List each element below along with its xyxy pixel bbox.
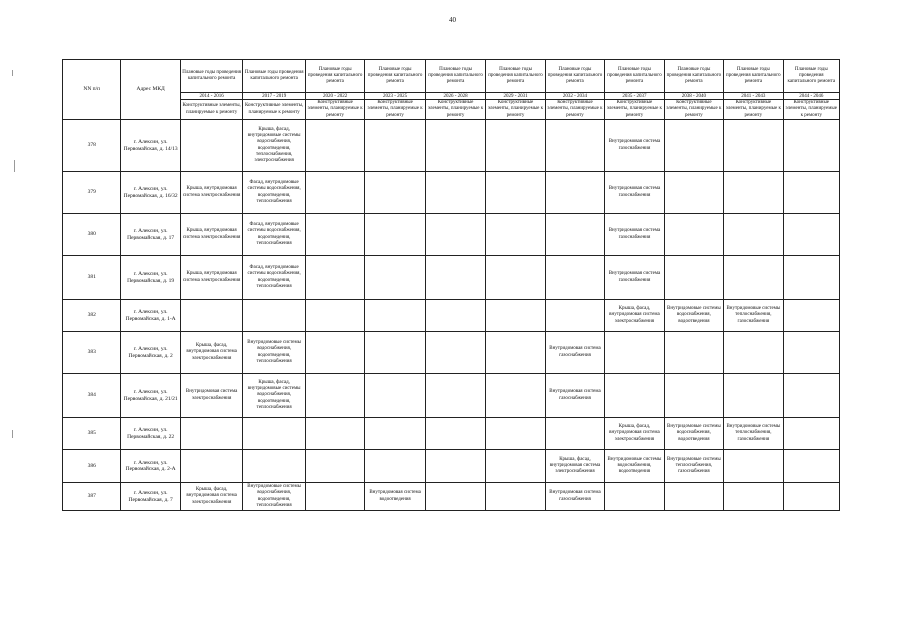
scan-mark (12, 70, 13, 76)
row-number: 378 (63, 120, 121, 172)
row-cell: Внутридомовые системы теплоснабжения, газоснабжения (664, 450, 723, 483)
row-address: г. Алексин, ул. Первомайская, д. 17 (121, 214, 180, 256)
table-row (63, 332, 840, 374)
row-cell: Внутридомовая система электроснабжения (180, 374, 243, 418)
row-cell (783, 256, 839, 300)
row-cell (605, 483, 664, 511)
row-number: 381 (63, 256, 121, 300)
row-cell (724, 214, 783, 256)
row-cell (724, 172, 783, 214)
scan-mark (14, 160, 15, 172)
header-elements: Конструктивные элементы, планируемые к ремонту (724, 100, 783, 120)
row-cell (425, 120, 485, 172)
row-number: 380 (63, 214, 121, 256)
row-cell (486, 483, 545, 511)
table-row (63, 483, 840, 511)
header-elements: Конструктивные элементы, планируемые к ремонту (605, 100, 664, 120)
header-period: 2017 - 2019 (243, 93, 306, 100)
header-elements: Конструктивные элементы, планируемые к ремонту (783, 100, 839, 120)
row-cell (365, 214, 425, 256)
row-cell (425, 483, 485, 511)
row-cell: Фасад, внутридомовые системы водоснабжения, водоотведения, теплоснабжения (243, 256, 306, 300)
header-planned-years: Плановые годы проведения капитального ремонта (180, 60, 243, 93)
row-cell: Крыша, внутридомовая система электроснабжения (180, 172, 243, 214)
row-cell (605, 332, 664, 374)
row-cell (724, 256, 783, 300)
row-cell (783, 374, 839, 418)
row-cell: Внутридомовая система газоснабжения (545, 483, 604, 511)
row-cell (605, 374, 664, 418)
header-period: 2026 - 2028 (425, 93, 485, 100)
row-cell (664, 120, 723, 172)
header-elements: Конструктивные элементы, планируемые к ремонту (486, 100, 545, 120)
row-cell: Внутридомовые системы водоснабжения, водоотведения (664, 300, 723, 332)
row-cell: Крыша, внутридомовая система электроснабжения (180, 214, 243, 256)
row-cell (486, 120, 545, 172)
row-cell: Внутридомовые системы теплоснабжения, газоснабжения (724, 300, 783, 332)
header-planned-years: Плановые годы проведения капитального ремонта (664, 60, 723, 93)
row-cell (243, 450, 306, 483)
row-cell (486, 214, 545, 256)
row-cell: Фасад, внутридомовые системы водоснабжения, водоотведения, теплоснабжения (243, 214, 306, 256)
row-cell (664, 483, 723, 511)
row-cell (365, 450, 425, 483)
header-period: 2038 - 2040 (664, 93, 723, 100)
row-number: 387 (63, 483, 121, 511)
row-cell (305, 300, 364, 332)
scan-mark (12, 430, 13, 438)
row-number: 383 (63, 332, 121, 374)
row-address: г. Алексин, ул. Первомайская, д. 7 (121, 483, 180, 511)
table-row (63, 418, 840, 450)
row-cell: Внутридомовые системы теплоснабжения, газоснабжения (724, 418, 783, 450)
header-planned-years: Плановые годы проведения капитального ремонта (545, 60, 604, 93)
row-address: г. Алексин, ул. Первомайская, д. 21/21 (121, 374, 180, 418)
row-cell (664, 332, 723, 374)
row-cell: Крыша, фасад, внутридомовая система электроснабжения (605, 418, 664, 450)
header-planned-years: Плановые годы проведения капитального ремонта (783, 60, 839, 93)
page-number: 40 (449, 16, 456, 24)
row-number: 382 (63, 300, 121, 332)
row-cell (305, 120, 364, 172)
row-cell (783, 120, 839, 172)
header-planned-years: Плановые годы проведения капитального ремонта (605, 60, 664, 93)
row-cell (425, 214, 485, 256)
row-cell (486, 300, 545, 332)
row-cell: Крыша, внутридомовая система электроснабжения (180, 256, 243, 300)
row-cell: Крыша, фасад, внутридомовая система электроснабжения (605, 300, 664, 332)
row-cell (545, 120, 604, 172)
row-address: г. Алексин, ул. Первомайская, д. 22 (121, 418, 180, 450)
row-cell (365, 332, 425, 374)
row-cell (783, 418, 839, 450)
header-planned-years: Плановые годы проведения капитального ремонта (243, 60, 306, 93)
row-cell: Крыша, фасад, внутридомовая система электроснабжения (180, 332, 243, 374)
row-cell (486, 332, 545, 374)
row-cell: Крыша, фасад, внутридомовая система электроснабжения (545, 450, 604, 483)
row-cell (724, 332, 783, 374)
row-cell (365, 172, 425, 214)
header-period: 2029 - 2031 (486, 93, 545, 100)
row-cell (180, 418, 243, 450)
row-cell (545, 256, 604, 300)
row-cell (365, 300, 425, 332)
row-cell (180, 450, 243, 483)
row-cell (545, 418, 604, 450)
row-cell (783, 172, 839, 214)
row-cell (305, 418, 364, 450)
row-cell (664, 214, 723, 256)
table-row (63, 374, 840, 418)
row-cell (425, 418, 485, 450)
row-cell: Внутридомовая система газоснабжения (605, 214, 664, 256)
table-row (63, 450, 840, 483)
row-cell: Внутридомовая система газоснабжения (605, 172, 664, 214)
row-cell (783, 300, 839, 332)
row-cell (486, 450, 545, 483)
row-cell (305, 332, 364, 374)
row-cell (545, 214, 604, 256)
row-cell (180, 120, 243, 172)
header-elements: Конструктивные элементы, планируемые к ремонту (425, 100, 485, 120)
row-cell (425, 300, 485, 332)
row-cell (486, 172, 545, 214)
row-cell (783, 332, 839, 374)
row-cell: Внутридомовые системы водоснабжения, водоотведения, теплоснабжения (243, 483, 306, 511)
table-row (63, 172, 840, 214)
row-number: 384 (63, 374, 121, 418)
row-cell: Внутридомовые системы водоснабжения, водоотведения (605, 450, 664, 483)
header-planned-years: Плановые годы проведения капитального ремонта (425, 60, 485, 93)
row-cell (365, 374, 425, 418)
row-address: г. Алексин, ул. Первомайская, д. 19 (121, 256, 180, 300)
header-elements: Конструктивные элементы, планируемые к ремонту (545, 100, 604, 120)
row-cell (305, 450, 364, 483)
row-cell (243, 300, 306, 332)
row-cell (243, 418, 306, 450)
header-planned-years: Плановые годы проведения капитального ремонта (486, 60, 545, 93)
header-planned-years: Плановые годы проведения капитального ремонта (365, 60, 425, 93)
header-period: 2020 - 2022 (305, 93, 364, 100)
header-planned-years: Плановые годы проведения капитального ремонта (305, 60, 364, 93)
row-number: 385 (63, 418, 121, 450)
row-cell (365, 120, 425, 172)
row-cell (783, 214, 839, 256)
row-cell: Крыша, фасад, внутридомовые системы водоснабжения, водоотведения, теплоснабжения (243, 374, 306, 418)
row-address: г. Алексин, ул. Первомайская, д. 2-А (121, 450, 180, 483)
row-cell (425, 172, 485, 214)
header-elements: Конструктивные элементы, планируемые к ремонту (664, 100, 723, 120)
row-cell (664, 374, 723, 418)
header-period: 2044 - 2046 (783, 93, 839, 100)
row-cell: Внутридомовая система газоснабжения (545, 374, 604, 418)
row-address: г. Алексин, ул. Первомайская, д. 14/13 (121, 120, 180, 172)
row-cell (486, 256, 545, 300)
row-cell: Крыша, фасад, внутридомовая система электроснабжения (180, 483, 243, 511)
row-cell: Крыша, фасад, внутридомовые системы водоснабжения, водоотведения, теплоснабжения, электроснабжения (243, 120, 306, 172)
row-cell (305, 374, 364, 418)
row-cell (724, 450, 783, 483)
row-cell (425, 450, 485, 483)
header-elements: Конструктивные элементы, планируемые к ремонту (180, 100, 243, 120)
table-row (63, 214, 840, 256)
header-elements: Конструктивные элементы, планируемые к ремонту (365, 100, 425, 120)
row-cell: Фасад, внутридомовые системы водоснабжения, водоотведения, теплоснабжения (243, 172, 306, 214)
row-number: 386 (63, 450, 121, 483)
header-period: 2041 - 2043 (724, 93, 783, 100)
header-period: 2014 - 2016 (180, 93, 243, 100)
row-address: г. Алексин, ул. Первомайская, д. 16/32 (121, 172, 180, 214)
header-elements: Конструктивные элементы, планируемые к ремонту (305, 100, 364, 120)
row-number: 379 (63, 172, 121, 214)
row-cell: Внутридомовые системы водоснабжения, водоотведения (664, 418, 723, 450)
row-cell (783, 450, 839, 483)
row-cell (664, 256, 723, 300)
header-elements: Конструктивные элементы, планируемые к ремонту (243, 100, 306, 120)
row-cell (545, 300, 604, 332)
row-address: г. Алексин, ул. Первомайская, д. 2 (121, 332, 180, 374)
header-num: NN п/п (63, 60, 121, 120)
row-cell: Внутридомовые системы водоснабжения, водоотведения, теплоснабжения (243, 332, 306, 374)
row-cell (664, 172, 723, 214)
header-address: Адрес МКД (121, 60, 180, 120)
row-cell (305, 172, 364, 214)
header-period: 2032 - 2034 (545, 93, 604, 100)
row-cell (305, 483, 364, 511)
row-cell (425, 374, 485, 418)
row-cell (724, 120, 783, 172)
row-cell (180, 300, 243, 332)
table-row (63, 256, 840, 300)
row-cell: Внутридомовая система газоснабжения (605, 120, 664, 172)
row-cell (486, 374, 545, 418)
row-cell (724, 374, 783, 418)
row-cell (724, 483, 783, 511)
row-cell: Внутридомовая система водоотведения (365, 483, 425, 511)
row-cell (305, 256, 364, 300)
table-row (63, 300, 840, 332)
row-cell (365, 256, 425, 300)
header-planned-years: Плановые годы проведения капитального ремонта (724, 60, 783, 93)
row-cell (486, 418, 545, 450)
row-cell (545, 172, 604, 214)
row-address: г. Алексин, ул. Первомайская, д. 1-А (121, 300, 180, 332)
row-cell (783, 483, 839, 511)
header-period: 2023 - 2025 (365, 93, 425, 100)
row-cell: Внутридомовая система газоснабжения (545, 332, 604, 374)
row-cell (365, 418, 425, 450)
header-period: 2035 - 2037 (605, 93, 664, 100)
row-cell (425, 256, 485, 300)
row-cell (425, 332, 485, 374)
repair-schedule-table (62, 59, 840, 511)
row-cell: Внутридомовая система газоснабжения (605, 256, 664, 300)
table-row (63, 120, 840, 172)
row-cell (305, 214, 364, 256)
